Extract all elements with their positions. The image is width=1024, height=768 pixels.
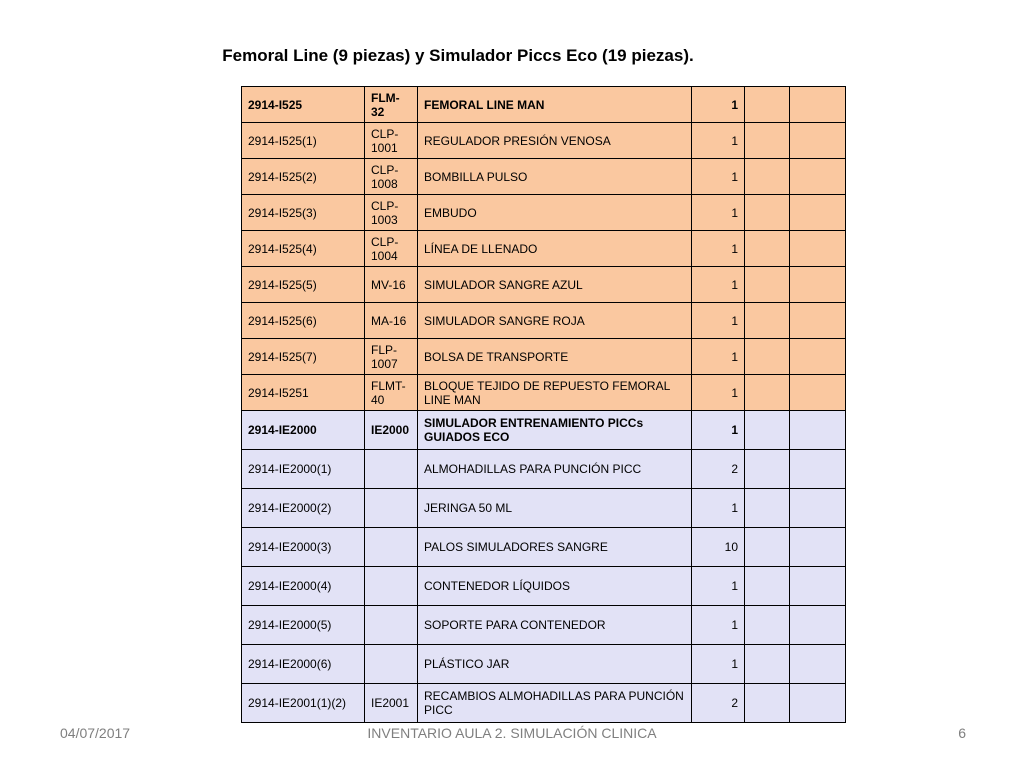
cell-description: JERINGA 50 ML [418,489,692,528]
inventory-table-body [242,87,846,723]
table-row [242,87,846,123]
cell-description: BLOQUE TEJIDO DE REPUESTO FEMORAL LINE MAN [418,375,692,411]
cell-quantity: 1 [692,645,745,684]
cell-description: CONTENEDOR LÍQUIDOS [418,567,692,606]
table-row [242,606,846,645]
cell-empty [790,528,846,567]
cell-quantity: 2 [692,450,745,489]
cell-reference: CLP-1004 [365,231,418,267]
cell-description: FEMORAL LINE MAN [418,87,692,123]
cell-description: SOPORTE PARA CONTENEDOR [418,606,692,645]
cell-code: 2914-I5251 [242,375,365,411]
cell-empty [790,303,846,339]
cell-empty [790,489,846,528]
footer-title: INVENTARIO AULA 2. SIMULACIÓN CLINICA [367,725,657,741]
cell-empty [745,375,790,411]
footer-date: 04/07/2017 [60,725,131,741]
cell-empty [790,87,846,123]
cell-description: BOLSA DE TRANSPORTE [418,339,692,375]
cell-empty [790,267,846,303]
cell-code: 2914-IE2000(4) [242,567,365,606]
cell-empty [745,267,790,303]
cell-reference [365,606,418,645]
cell-code: 2914-I525(3) [242,195,365,231]
cell-empty [790,195,846,231]
table-row [242,123,846,159]
cell-description: SIMULADOR SANGRE ROJA [418,303,692,339]
cell-description: PLÁSTICO JAR [418,645,692,684]
cell-code: 2914-IE2000(1) [242,450,365,489]
cell-code: 2914-IE2000(2) [242,489,365,528]
cell-empty [745,606,790,645]
cell-empty [790,339,846,375]
cell-reference [365,528,418,567]
cell-reference: FLMT-40 [365,375,418,411]
cell-reference: CLP-1001 [365,123,418,159]
cell-code: 2914-IE2000 [242,411,365,450]
cell-empty [745,645,790,684]
table-row [242,339,846,375]
table-row [242,267,846,303]
cell-code: 2914-IE2000(3) [242,528,365,567]
cell-code: 2914-I525(2) [242,159,365,195]
cell-quantity: 1 [692,567,745,606]
table-row [242,645,846,684]
cell-empty [745,123,790,159]
cell-reference: MA-16 [365,303,418,339]
cell-empty [745,411,790,450]
cell-quantity: 1 [692,339,745,375]
cell-quantity: 1 [692,159,745,195]
cell-empty [745,450,790,489]
cell-description: BOMBILLA PULSO [418,159,692,195]
cell-description: PALOS SIMULADORES SANGRE [418,528,692,567]
cell-empty [745,684,790,723]
cell-empty [790,411,846,450]
slide-title [0,46,916,66]
cell-empty [745,303,790,339]
cell-quantity: 1 [692,87,745,123]
table-row [242,195,846,231]
cell-empty [790,684,846,723]
cell-reference: CLP-1008 [365,159,418,195]
cell-empty [790,123,846,159]
cell-description: SIMULADOR SANGRE AZUL [418,267,692,303]
cell-reference [365,645,418,684]
table-row [242,159,846,195]
table-row [242,231,846,267]
cell-empty [790,645,846,684]
cell-reference [365,567,418,606]
cell-empty [790,450,846,489]
cell-reference [365,489,418,528]
cell-code: 2914-IE2001(1)(2) [242,684,365,723]
cell-empty [745,87,790,123]
cell-quantity: 10 [692,528,745,567]
cell-code: 2914-I525 [242,87,365,123]
cell-empty [745,231,790,267]
cell-quantity: 1 [692,267,745,303]
cell-empty [745,489,790,528]
cell-code: 2914-I525(4) [242,231,365,267]
cell-quantity: 1 [692,375,745,411]
table-row [242,450,846,489]
cell-quantity: 1 [692,411,745,450]
cell-quantity: 2 [692,684,745,723]
cell-reference: FLP-1007 [365,339,418,375]
cell-empty [790,606,846,645]
table-row [242,528,846,567]
cell-code: 2914-I525(5) [242,267,365,303]
cell-code: 2914-IE2000(5) [242,606,365,645]
cell-quantity: 1 [692,231,745,267]
cell-reference [365,450,418,489]
cell-empty [790,375,846,411]
cell-quantity: 1 [692,606,745,645]
table-row [242,489,846,528]
cell-quantity: 1 [692,195,745,231]
cell-description: ALMOHADILLAS PARA PUNCIÓN PICC [418,450,692,489]
cell-code: 2914-I525(6) [242,303,365,339]
footer-page-number: 6 [958,725,966,741]
table-row [242,303,846,339]
cell-description: EMBUDO [418,195,692,231]
cell-code: 2914-IE2000(6) [242,645,365,684]
cell-reference: CLP-1003 [365,195,418,231]
cell-empty [790,231,846,267]
cell-reference: IE2001 [365,684,418,723]
cell-reference: IE2000 [365,411,418,450]
cell-description: LÍNEA DE LLENADO [418,231,692,267]
table-row [242,375,846,411]
cell-empty [745,159,790,195]
slide-title-text: Femoral Line (9 piezas) y Simulador Piccs Eco (19 piezas). [222,46,694,65]
cell-empty [790,159,846,195]
cell-quantity: 1 [692,489,745,528]
table-row [242,567,846,606]
table-row [242,411,846,450]
inventory-table [241,86,846,723]
cell-reference: MV-16 [365,267,418,303]
cell-empty [790,567,846,606]
cell-code: 2914-I525(7) [242,339,365,375]
cell-description: RECAMBIOS ALMOHADILLAS PARA PUNCIÓN PICC [418,684,692,723]
cell-code: 2914-I525(1) [242,123,365,159]
cell-empty [745,567,790,606]
cell-description: SIMULADOR ENTRENAMIENTO PICCs GUIADOS ECO [418,411,692,450]
cell-empty [745,339,790,375]
cell-description: REGULADOR PRESIÓN VENOSA [418,123,692,159]
cell-reference: FLM-32 [365,87,418,123]
table-row [242,684,846,723]
cell-empty [745,195,790,231]
cell-quantity: 1 [692,303,745,339]
cell-empty [745,528,790,567]
cell-quantity: 1 [692,123,745,159]
